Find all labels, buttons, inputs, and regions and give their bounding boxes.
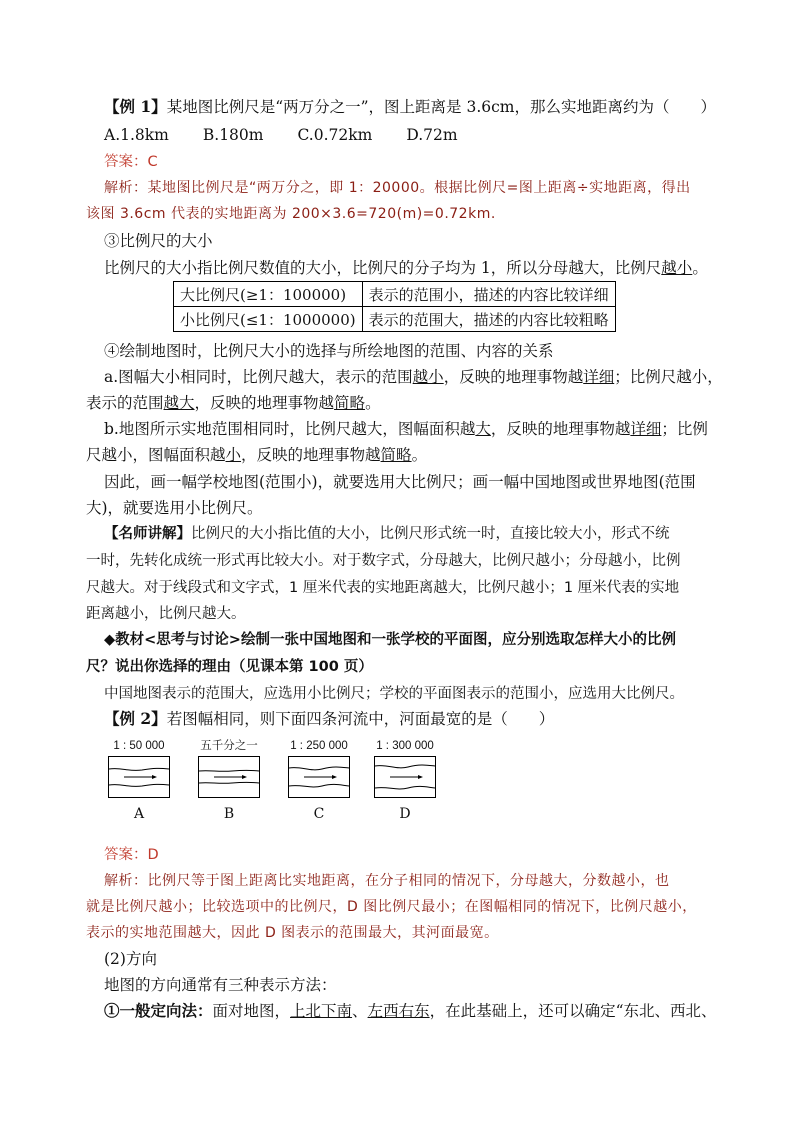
example-2-question xyxy=(104,708,744,730)
text: 、 xyxy=(352,1002,368,1020)
example-2-tag: 【例 2】 xyxy=(104,709,167,728)
textbook-line-2: 尺？说出你选择的理由（见课本第 100 页） xyxy=(86,659,373,675)
example-1-text: 某地图比例尺是“两万分之一”，图上距离是 3.6cm，那么实地距离约为（ ） xyxy=(166,98,716,116)
river-map-c xyxy=(284,738,354,822)
map-scale-label: 1 : 250 000 xyxy=(290,740,348,752)
table-cell-desc: 表示的范围大，描述的内容比较粗略 xyxy=(362,307,615,332)
example-2-explanation-line-3: 表示的实地范围越大，因此 D 图表示的范围最大，其河面最宽。 xyxy=(86,925,499,941)
underlined-text: 左西右东 xyxy=(367,1002,430,1020)
teacher-note-line-4: 距离越小，比例尺越大。 xyxy=(86,606,246,622)
relation-a-line-1 xyxy=(104,366,744,388)
teacher-note-line-1 xyxy=(104,523,744,545)
text: 尺越小，图幅面积越 xyxy=(86,446,226,464)
teacher-note-tag: 【名师讲解】 xyxy=(104,526,191,542)
relation-heading: ④绘制地图时，比例尺大小的选择与所绘地图的范围、内容的关系 xyxy=(104,342,554,360)
text: ；比例 xyxy=(661,420,708,438)
scale-size-text-end: 。 xyxy=(692,259,708,277)
underlined-text: 大 xyxy=(475,420,491,438)
relation-b-line-1 xyxy=(104,418,744,440)
text: b.地图所示实地范围相同时，比例尺越大，图幅面积越 xyxy=(104,420,476,438)
scale-table xyxy=(173,281,616,332)
river-map-frame xyxy=(108,756,170,798)
map-letter: A xyxy=(133,806,145,822)
text: ，反映的地理事物越 xyxy=(490,420,631,438)
textbook-answer: 中国地图表示的范围大，应选用小比例尺；学校的平面图表示的范围小，应选用大比例尺。 xyxy=(104,686,684,702)
scale-size-text-a: 比例尺的大小指比例尺数值的大小，比例尺的分子均为 1，所以分母越大，比例尺 xyxy=(104,259,662,277)
relation-a-line-2 xyxy=(86,392,726,414)
example-1-explanation-line-2: 该图 3.6cm 代表的实地距离为 200×3.6=720(m)=0.72km. xyxy=(86,206,496,222)
table-row xyxy=(174,282,616,307)
option-b: B.180m xyxy=(202,126,264,144)
map-letter: D xyxy=(399,806,411,822)
underlined-text: 简略 xyxy=(334,394,366,412)
river-maps-figure xyxy=(100,738,460,838)
underlined-text: 详细 xyxy=(583,368,615,386)
map-scale-label: 五千分之一 xyxy=(200,740,258,752)
example-2-explanation-line-1: 解析：比例尺等于图上距离比实地距离，在分子相同的情况下，分母越大，分数越小，也 xyxy=(104,873,670,889)
river-map-a xyxy=(104,738,174,822)
text: 。 xyxy=(365,394,381,412)
option-c: C.0.72km xyxy=(297,126,373,144)
scale-size-text xyxy=(104,257,744,279)
river-map-d xyxy=(370,738,440,822)
text: a.图幅大小相同时，比例尺越大，表示的范围 xyxy=(104,368,413,386)
map-letter: B xyxy=(223,806,235,822)
table-cell-scale: 大比例尺(≥1：100000) xyxy=(174,282,363,307)
underlined-text: 上北下南 xyxy=(290,1002,353,1020)
scale-size-heading: ③比例尺的大小 xyxy=(104,232,213,250)
map-scale-label: 1 : 300 000 xyxy=(376,740,434,752)
river-map-frame xyxy=(374,756,436,798)
underlined-text: 详细 xyxy=(630,420,662,438)
direction-method-1 xyxy=(104,1000,744,1022)
river-map-b xyxy=(194,738,264,822)
table-cell-scale: 小比例尺(≤1：1000000) xyxy=(174,307,363,332)
text: 比例尺的大小指比值的大小，比例尺形式统一时，直接比较大小，形式不统 xyxy=(191,526,670,542)
text: ；比例尺越小， xyxy=(614,368,723,386)
text: ，反映的地理事物越 xyxy=(241,446,381,464)
example-2-explanation-line-2: 就是比例尺越小；比较选项中的比例尺，D 图比例尺最小；在图幅相同的情况下，比例尺越小， xyxy=(86,899,697,915)
underlined-text: 小 xyxy=(225,446,242,464)
example-1-question xyxy=(104,96,744,118)
textbook-line-1: ◆教材<思考与讨论>绘制一张中国地图和一张学校的平面图，应分别选取怎样大小的比例 xyxy=(104,632,676,648)
underlined-text: 越大 xyxy=(163,394,195,412)
table-cell-desc: 表示的范围小，描述的内容比较详细 xyxy=(362,282,615,307)
table-row xyxy=(174,307,616,332)
text: ，反映的地理事物越 xyxy=(194,394,335,412)
example-1-options xyxy=(104,124,744,146)
relation-conclusion-line-1: 因此，画一幅学校地图(范围小)，就要选用大比例尺；画一幅中国地图或世界地图(范围 xyxy=(104,473,696,491)
relation-conclusion-line-2: 大)，就要选用小比例尺。 xyxy=(86,499,263,517)
option-d: D.72m xyxy=(406,126,458,144)
text: ，在此基础上，还可以确定“东北、西北、 xyxy=(429,1002,717,1020)
river-map-frame xyxy=(288,756,350,798)
underlined-text: 越小 xyxy=(412,368,444,386)
option-a: A.1.8km xyxy=(104,126,169,144)
teacher-note-line-2: 一时，先转化成统一形式再比较大小。对于数字式，分母越大，比例尺越小；分母越小，比例 xyxy=(86,553,681,569)
text: 。 xyxy=(411,446,428,464)
text: ，反映的地理事物越 xyxy=(443,368,584,386)
example-2-answer: 答案：D xyxy=(104,847,159,863)
text: 面对地图， xyxy=(212,1002,291,1020)
teacher-note-line-3: 尺越大。对于线段式和文字式，1 厘米代表的实地距离越大，比例尺越小；1 厘米代表的实地 xyxy=(86,580,680,596)
map-scale-label: 1 : 50 000 xyxy=(113,740,165,752)
example-2-text: 若图幅相同，则下面四条河流中，河面最宽的是（ ） xyxy=(166,710,555,728)
example-1-explanation-line-1: 解析：某地图比例尺是“两万分之，即 1：20000。根据比例尺=图上距离÷实地距离，得出 xyxy=(104,180,691,196)
direction-intro: 地图的方向通常有三种表示方法： xyxy=(104,976,337,994)
scale-size-underline: 越小 xyxy=(661,259,693,277)
example-1-answer: 答案：C xyxy=(104,154,158,170)
example-1-tag: 【例 1】 xyxy=(104,97,167,116)
river-map-frame xyxy=(198,756,260,798)
method-label: ①一般定向法： xyxy=(104,1001,213,1020)
map-letter: C xyxy=(313,806,325,822)
text: 表示的范围 xyxy=(86,394,164,412)
direction-heading: (2)方向 xyxy=(104,950,157,968)
underlined-text: 简略 xyxy=(380,446,412,464)
relation-b-line-2 xyxy=(86,444,726,466)
